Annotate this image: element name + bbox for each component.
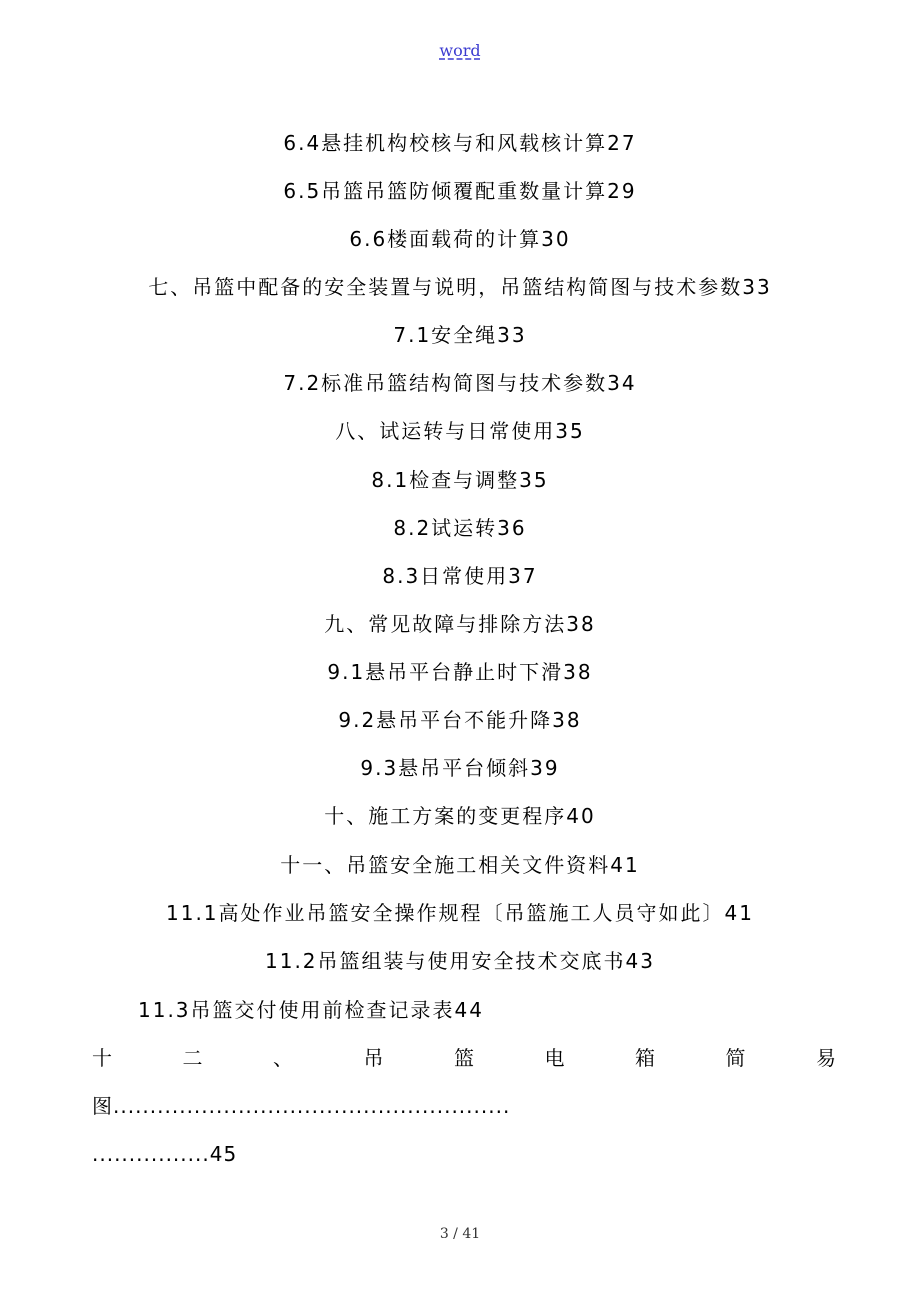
toc-entry-chapter-12-char: 十 — [92, 1046, 112, 1070]
toc-entry-chapter-12-char: 电 — [544, 1046, 565, 1070]
toc-entry-chapter-12-leader-line: 图...................................................... — [92, 1094, 511, 1118]
toc-entry-11-3[interactable]: 11.3吊篮交付使用前检查记录表44 — [138, 998, 484, 1022]
toc-entry-chapter-12-char: 易 — [816, 1046, 836, 1070]
toc-entry-7-1[interactable]: 7.1安全绳33 — [393, 323, 527, 347]
toc-entry-chapter-11[interactable]: 十一、吊篮安全施工相关文件资料41 — [280, 853, 640, 877]
toc-entry-9-2[interactable]: 9.2悬吊平台不能升降38 — [338, 708, 582, 732]
toc-entry-9-1[interactable]: 9.1悬吊平台静止时下滑38 — [327, 660, 593, 684]
toc-entry-chapter-12-char: 简 — [725, 1046, 746, 1070]
toc-entry-8-1[interactable]: 8.1检查与调整35 — [371, 468, 549, 492]
toc-entry-6-5[interactable]: 6.5吊篮吊篮防倾覆配重数量计算29 — [283, 179, 637, 203]
toc-entry-6-4[interactable]: 6.4悬挂机构校核与和风载核计算27 — [283, 131, 637, 155]
toc-entry-chapter-7[interactable]: 七、吊篮中配备的安全装置与说明，吊篮结构简图与技术参数33 — [148, 275, 772, 299]
toc-entry-chapter-12[interactable] — [92, 1045, 836, 1071]
toc-entry-11-1[interactable]: 11.1高处作业吊篮安全操作规程〔吊篮施工人员守如此〕41 — [166, 901, 754, 925]
header-word-link[interactable]: word — [439, 41, 481, 60]
toc-entry-6-6[interactable]: 6.6楼面载荷的计算30 — [349, 227, 571, 251]
toc-entry-9-3[interactable]: 9.3悬吊平台倾斜39 — [360, 756, 560, 780]
toc-entry-chapter-12-char: 吊 — [363, 1046, 384, 1070]
toc-entry-chapter-12-char: 二 — [182, 1046, 203, 1070]
toc-entry-11-2[interactable]: 11.2吊篮组装与使用安全技术交底书43 — [265, 949, 655, 973]
toc-entry-chapter-8[interactable]: 八、试运转与日常使用35 — [335, 419, 585, 443]
toc-entry-chapter-12-char: 篮 — [454, 1046, 474, 1070]
toc-entry-chapter-9[interactable]: 九、常见故障与排除方法38 — [324, 612, 596, 636]
toc-entry-8-2[interactable]: 8.2试运转36 — [393, 516, 527, 540]
page-indicator: 3 / 41 — [439, 1226, 481, 1242]
toc-entry-chapter-12-page-line: ................45 — [92, 1142, 238, 1166]
toc-entry-7-2[interactable]: 7.2标准吊篮结构简图与技术参数34 — [283, 371, 637, 395]
toc-entry-8-3[interactable]: 8.3日常使用37 — [382, 564, 538, 588]
toc-entry-chapter-12-char: 箱 — [635, 1046, 655, 1070]
toc-entry-chapter-10[interactable]: 十、施工方案的变更程序40 — [324, 804, 596, 828]
toc-entry-chapter-12-char: 、 — [273, 1046, 293, 1070]
